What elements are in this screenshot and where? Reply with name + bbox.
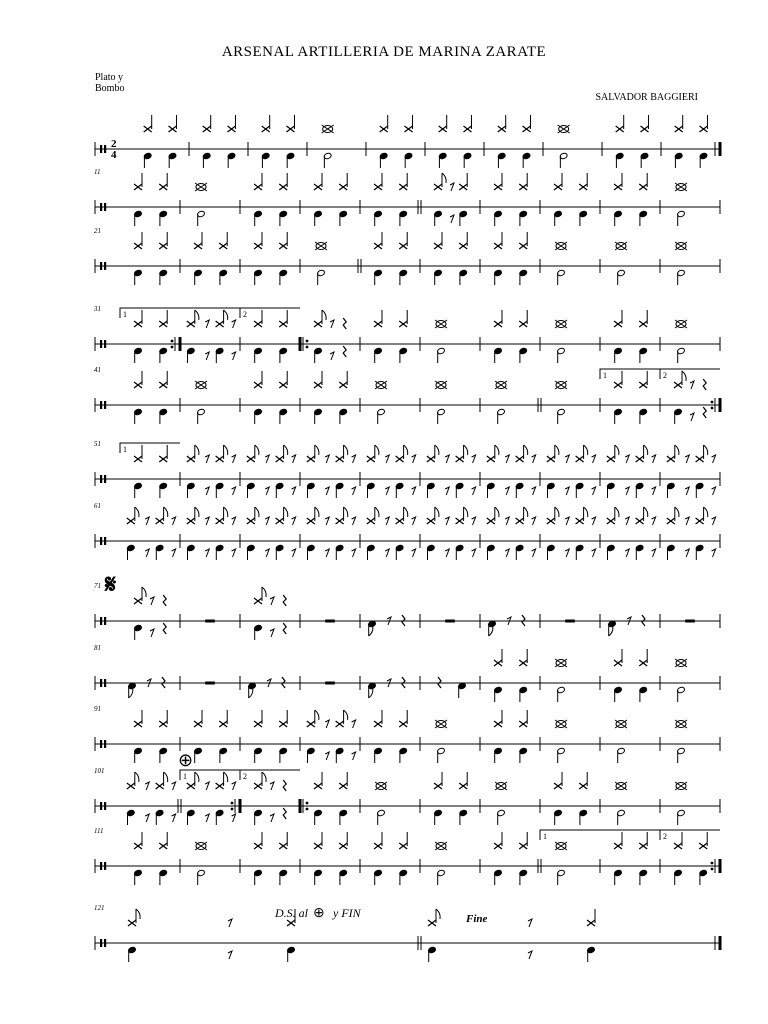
quarter-rest bbox=[283, 595, 286, 606]
eighth-rest bbox=[690, 413, 694, 421]
eighth-rest bbox=[532, 549, 536, 557]
eighth-rest bbox=[232, 320, 236, 328]
percussion-clef bbox=[100, 617, 102, 625]
eighth-rest bbox=[205, 320, 209, 328]
eighth-rest bbox=[472, 487, 476, 495]
staff-system bbox=[94, 767, 720, 825]
eighth-flag bbox=[249, 688, 253, 698]
repeat-dot bbox=[306, 340, 309, 343]
eighth-flag bbox=[555, 445, 559, 455]
repeat-dot bbox=[711, 407, 714, 410]
eighth-flag bbox=[195, 445, 199, 455]
eighth-rest bbox=[270, 629, 274, 637]
repeat-dot bbox=[306, 346, 309, 349]
staff-system bbox=[94, 904, 722, 962]
eighth-rest bbox=[412, 487, 416, 495]
staff-system bbox=[94, 502, 720, 560]
eighth-rest bbox=[228, 919, 232, 927]
percussion-clef bbox=[100, 145, 102, 153]
eighth-flag bbox=[682, 371, 686, 381]
ds-fin-text: y FIN bbox=[333, 906, 361, 920]
eighth-rest bbox=[592, 549, 596, 557]
eighth-rest bbox=[325, 517, 329, 525]
percussion-clef bbox=[104, 617, 106, 625]
percussion-clef bbox=[104, 475, 106, 483]
eighth-flag bbox=[195, 772, 199, 782]
ds-al-coda-text: D.S. al bbox=[275, 906, 308, 920]
eighth-flag bbox=[255, 445, 259, 455]
eighth-rest bbox=[330, 352, 334, 360]
eighth-rest bbox=[445, 549, 449, 557]
eighth-flag bbox=[135, 772, 139, 782]
percussion-clef bbox=[104, 939, 106, 947]
measure-number: 111 bbox=[94, 827, 104, 835]
quarter-rest bbox=[703, 379, 706, 390]
barline-thick bbox=[719, 142, 722, 156]
eighth-rest bbox=[625, 517, 629, 525]
staff-system bbox=[94, 227, 720, 285]
eighth-rest bbox=[265, 455, 269, 463]
volta-number: 2 bbox=[663, 832, 667, 841]
staff-system bbox=[94, 168, 720, 226]
eighth-rest bbox=[450, 215, 454, 223]
eighth-rest bbox=[205, 549, 209, 557]
eighth-rest bbox=[528, 919, 532, 927]
volta-line bbox=[120, 308, 240, 318]
percussion-clef bbox=[100, 203, 102, 211]
eighth-rest bbox=[412, 517, 416, 525]
percussion-clef bbox=[100, 679, 102, 687]
volta-bracket bbox=[540, 830, 660, 841]
eighth-flag bbox=[262, 587, 266, 597]
quarter-rest bbox=[343, 346, 346, 357]
eighth-rest bbox=[330, 320, 334, 328]
eighth-flag bbox=[524, 445, 528, 455]
percussion-clef bbox=[104, 679, 106, 687]
percussion-clef bbox=[104, 802, 106, 810]
eighth-flag bbox=[344, 445, 348, 455]
measure-rest bbox=[685, 620, 695, 623]
eighth-rest bbox=[352, 487, 356, 495]
eighth-rest bbox=[270, 782, 274, 790]
eighth-flag bbox=[704, 445, 708, 455]
volta-bracket bbox=[600, 369, 660, 380]
ds-coda-sign: ⊕ bbox=[313, 906, 325, 921]
eighth-flag bbox=[489, 626, 493, 636]
fine-marking: Fine bbox=[466, 913, 488, 925]
volta-number: 2 bbox=[663, 371, 667, 380]
eighth-flag bbox=[315, 507, 319, 517]
percussion-clef bbox=[104, 862, 106, 870]
percussion-clef bbox=[100, 262, 102, 270]
eighth-rest bbox=[652, 487, 656, 495]
staff-system bbox=[94, 827, 722, 885]
eighth-flag bbox=[675, 445, 679, 455]
eighth-flag bbox=[464, 507, 468, 517]
measure-number: 71 bbox=[94, 582, 101, 590]
eighth-rest bbox=[145, 549, 149, 557]
eighth-rest bbox=[565, 487, 569, 495]
barline-thick bbox=[239, 799, 242, 813]
eighth-rest bbox=[385, 549, 389, 557]
percussion-clef bbox=[100, 802, 102, 810]
barline-thick bbox=[299, 799, 302, 813]
eighth-rest bbox=[445, 517, 449, 525]
eighth-rest bbox=[325, 455, 329, 463]
volta-number: 1 bbox=[543, 832, 547, 841]
eighth-flag bbox=[442, 173, 446, 183]
measure-number: 41 bbox=[94, 366, 101, 374]
eighth-rest bbox=[205, 455, 209, 463]
eighth-rest bbox=[712, 517, 716, 525]
quarter-rest bbox=[343, 318, 346, 329]
eighth-rest bbox=[205, 782, 209, 790]
volta-bracket bbox=[240, 308, 300, 319]
eighth-rest bbox=[292, 455, 296, 463]
volta-bracket bbox=[660, 369, 720, 380]
eighth-flag bbox=[322, 310, 326, 320]
eighth-rest bbox=[205, 517, 209, 525]
volta-number: 2 bbox=[243, 772, 247, 781]
eighth-rest bbox=[712, 455, 716, 463]
eighth-rest bbox=[712, 549, 716, 557]
coda-sign: ⊕ bbox=[178, 750, 194, 770]
eighth-flag bbox=[404, 445, 408, 455]
eighth-flag bbox=[435, 445, 439, 455]
eighth-rest bbox=[265, 487, 269, 495]
staff-system bbox=[95, 115, 722, 168]
eighth-flag bbox=[136, 909, 140, 919]
volta-number: 1 bbox=[603, 371, 607, 380]
volta-number: 1 bbox=[123, 310, 127, 319]
measure-rest bbox=[325, 620, 335, 623]
eighth-rest bbox=[505, 487, 509, 495]
eighth-rest bbox=[412, 549, 416, 557]
eighth-rest bbox=[265, 549, 269, 557]
eighth-rest bbox=[352, 752, 356, 760]
volta-number: 1 bbox=[183, 772, 187, 781]
instrument-line-1: Plato y bbox=[95, 72, 124, 83]
volta-number: 2 bbox=[243, 310, 247, 319]
staff-system bbox=[94, 366, 722, 424]
barline-thick bbox=[299, 337, 302, 351]
quarter-rest bbox=[283, 808, 286, 819]
eighth-rest bbox=[690, 381, 694, 389]
eighth-flag bbox=[262, 772, 266, 782]
eighth-rest bbox=[625, 487, 629, 495]
measure-number: 121 bbox=[94, 904, 105, 912]
eighth-flag bbox=[255, 507, 259, 517]
eighth-rest bbox=[592, 455, 596, 463]
eighth-rest bbox=[172, 549, 176, 557]
percussion-clef bbox=[100, 340, 102, 348]
eighth-flag bbox=[615, 445, 619, 455]
repeat-dot bbox=[711, 401, 714, 404]
staff-system bbox=[94, 644, 720, 702]
eighth-rest bbox=[352, 549, 356, 557]
segno-sign: 𝄋 bbox=[105, 570, 117, 599]
eighth-flag bbox=[375, 507, 379, 517]
volta-bracket bbox=[120, 308, 240, 319]
eighth-rest bbox=[232, 782, 236, 790]
eighth-rest bbox=[172, 814, 176, 822]
eighth-flag bbox=[464, 445, 468, 455]
eighth-rest bbox=[205, 352, 209, 360]
eighth-rest bbox=[270, 597, 274, 605]
volta-line bbox=[240, 770, 300, 780]
eighth-rest bbox=[445, 487, 449, 495]
eighth-rest bbox=[270, 814, 274, 822]
volta-line bbox=[660, 830, 720, 840]
eighth-flag bbox=[224, 507, 228, 517]
eighth-rest bbox=[145, 782, 149, 790]
quarter-rest bbox=[703, 407, 706, 418]
eighth-rest bbox=[652, 455, 656, 463]
eighth-rest bbox=[625, 549, 629, 557]
eighth-rest bbox=[352, 517, 356, 525]
eighth-rest bbox=[472, 549, 476, 557]
eighth-rest bbox=[232, 517, 236, 525]
measure-number: 101 bbox=[94, 767, 105, 775]
volta-line bbox=[660, 369, 720, 379]
eighth-flag bbox=[369, 626, 373, 636]
repeat-dot bbox=[171, 340, 174, 343]
eighth-rest bbox=[145, 517, 149, 525]
eighth-rest bbox=[150, 629, 154, 637]
measure-number: 51 bbox=[94, 440, 101, 448]
eighth-rest bbox=[325, 487, 329, 495]
eighth-flag bbox=[135, 507, 139, 517]
eighth-rest bbox=[445, 455, 449, 463]
eighth-rest bbox=[150, 597, 154, 605]
volta-bracket bbox=[660, 830, 720, 841]
quarter-rest bbox=[283, 780, 286, 791]
eighth-flag bbox=[524, 507, 528, 517]
eighth-rest bbox=[652, 517, 656, 525]
eighth-rest bbox=[565, 455, 569, 463]
eighth-flag bbox=[584, 507, 588, 517]
eighth-flag bbox=[555, 507, 559, 517]
eighth-rest bbox=[565, 549, 569, 557]
eighth-rest bbox=[592, 487, 596, 495]
volta-bracket bbox=[180, 770, 240, 781]
measure-rest bbox=[445, 620, 455, 623]
eighth-flag bbox=[315, 710, 319, 720]
eighth-rest bbox=[450, 183, 454, 191]
eighth-flag bbox=[495, 507, 499, 517]
percussion-clef bbox=[104, 203, 106, 211]
eighth-flag bbox=[375, 445, 379, 455]
eighth-flag bbox=[404, 507, 408, 517]
eighth-rest bbox=[685, 517, 689, 525]
eighth-flag bbox=[644, 507, 648, 517]
eighth-rest bbox=[232, 549, 236, 557]
barline-thick bbox=[719, 936, 722, 950]
eighth-rest bbox=[712, 487, 716, 495]
quarter-rest bbox=[283, 623, 286, 634]
measure-number: 11 bbox=[94, 168, 101, 176]
eighth-rest bbox=[325, 549, 329, 557]
eighth-flag bbox=[224, 772, 228, 782]
repeat-dot bbox=[231, 802, 234, 805]
eighth-rest bbox=[325, 752, 329, 760]
percussion-clef bbox=[100, 537, 102, 545]
eighth-rest bbox=[352, 455, 356, 463]
eighth-flag bbox=[224, 445, 228, 455]
eighth-flag bbox=[164, 507, 168, 517]
staff-system bbox=[93, 305, 720, 363]
barline-thick bbox=[719, 398, 722, 412]
eighth-rest bbox=[205, 487, 209, 495]
eighth-flag bbox=[224, 310, 228, 320]
measure-number: 91 bbox=[94, 705, 101, 713]
eighth-flag bbox=[195, 507, 199, 517]
percussion-clef bbox=[104, 340, 106, 348]
percussion-clef bbox=[104, 262, 106, 270]
eighth-flag bbox=[344, 507, 348, 517]
percussion-clef bbox=[100, 475, 102, 483]
eighth-rest bbox=[505, 455, 509, 463]
volta-bracket bbox=[120, 443, 180, 454]
eighth-flag bbox=[344, 710, 348, 720]
percussion-clef bbox=[100, 740, 102, 748]
percussion-clef bbox=[104, 537, 106, 545]
eighth-rest bbox=[292, 549, 296, 557]
time-signature-top: 2 bbox=[111, 138, 117, 150]
eighth-rest bbox=[385, 487, 389, 495]
eighth-flag bbox=[142, 587, 146, 597]
barline-thick bbox=[179, 337, 182, 351]
volta-number: 1 bbox=[123, 445, 127, 454]
eighth-rest bbox=[685, 455, 689, 463]
eighth-flag bbox=[435, 507, 439, 517]
eighth-rest bbox=[505, 517, 509, 525]
quarter-rest bbox=[163, 623, 166, 634]
eighth-flag bbox=[615, 507, 619, 517]
measure-rest bbox=[205, 682, 215, 685]
eighth-flag bbox=[284, 445, 288, 455]
eighth-rest bbox=[532, 517, 536, 525]
eighth-rest bbox=[292, 517, 296, 525]
repeat-dot bbox=[171, 346, 174, 349]
instrument-line-2: Bombo bbox=[95, 83, 125, 94]
eighth-flag bbox=[584, 445, 588, 455]
repeat-dot bbox=[306, 808, 309, 811]
eighth-flag bbox=[369, 688, 373, 698]
eighth-flag bbox=[284, 507, 288, 517]
eighth-flag bbox=[609, 626, 613, 636]
percussion-clef bbox=[104, 740, 106, 748]
eighth-rest bbox=[685, 487, 689, 495]
eighth-flag bbox=[495, 445, 499, 455]
eighth-flag bbox=[675, 507, 679, 517]
staff-system bbox=[94, 440, 720, 498]
eighth-flag bbox=[315, 445, 319, 455]
staff-system bbox=[94, 582, 720, 640]
measure-number: 21 bbox=[94, 227, 101, 235]
time-signature-bottom: 4 bbox=[111, 149, 117, 161]
volta-line bbox=[240, 308, 300, 318]
eighth-rest bbox=[565, 517, 569, 525]
eighth-rest bbox=[172, 782, 176, 790]
repeat-dot bbox=[306, 802, 309, 805]
repeat-dot bbox=[711, 868, 714, 871]
eighth-rest bbox=[528, 951, 532, 959]
eighth-rest bbox=[532, 487, 536, 495]
volta-line bbox=[600, 369, 660, 379]
percussion-clef bbox=[100, 939, 102, 947]
eighth-rest bbox=[505, 549, 509, 557]
eighth-rest bbox=[145, 814, 149, 822]
eighth-rest bbox=[232, 352, 236, 360]
percussion-clef bbox=[100, 401, 102, 409]
measure-rest bbox=[565, 620, 575, 623]
eighth-rest bbox=[352, 720, 356, 728]
quarter-rest bbox=[163, 595, 166, 606]
eighth-rest bbox=[472, 455, 476, 463]
barline-thick bbox=[719, 859, 722, 873]
eighth-rest bbox=[385, 517, 389, 525]
measure-rest bbox=[325, 682, 335, 685]
measure-number: 61 bbox=[94, 502, 101, 510]
eighth-rest bbox=[592, 517, 596, 525]
eighth-rest bbox=[412, 455, 416, 463]
measure-rest bbox=[205, 620, 215, 623]
eighth-rest bbox=[232, 487, 236, 495]
percussion-clef bbox=[100, 862, 102, 870]
eighth-rest bbox=[625, 455, 629, 463]
eighth-rest bbox=[325, 720, 329, 728]
eighth-rest bbox=[205, 814, 209, 822]
percussion-clef bbox=[104, 145, 106, 153]
eighth-rest bbox=[172, 517, 176, 525]
eighth-rest bbox=[532, 455, 536, 463]
measure-number: 31 bbox=[94, 305, 101, 313]
eighth-flag bbox=[704, 507, 708, 517]
volta-line bbox=[540, 830, 660, 840]
repeat-dot bbox=[711, 862, 714, 865]
eighth-rest bbox=[385, 455, 389, 463]
eighth-rest bbox=[292, 487, 296, 495]
volta-line bbox=[180, 770, 240, 780]
eighth-rest bbox=[228, 951, 232, 959]
eighth-flag bbox=[164, 772, 168, 782]
volta-line bbox=[120, 443, 180, 453]
eighth-rest bbox=[232, 814, 236, 822]
measure-number: 81 bbox=[94, 644, 101, 652]
score-title: ARSENAL ARTILLERIA DE MARINA ZARATE bbox=[221, 44, 547, 60]
eighth-flag bbox=[644, 445, 648, 455]
composer-name: SALVADOR BAGGIERI bbox=[595, 92, 698, 103]
repeat-dot bbox=[231, 808, 234, 811]
eighth-flag bbox=[129, 688, 133, 698]
percussion-clef bbox=[104, 401, 106, 409]
volta-bracket bbox=[240, 770, 300, 781]
eighth-rest bbox=[265, 517, 269, 525]
eighth-flag bbox=[195, 310, 199, 320]
eighth-rest bbox=[232, 455, 236, 463]
eighth-rest bbox=[652, 549, 656, 557]
eighth-flag bbox=[436, 909, 440, 919]
eighth-rest bbox=[472, 517, 476, 525]
eighth-rest bbox=[685, 549, 689, 557]
